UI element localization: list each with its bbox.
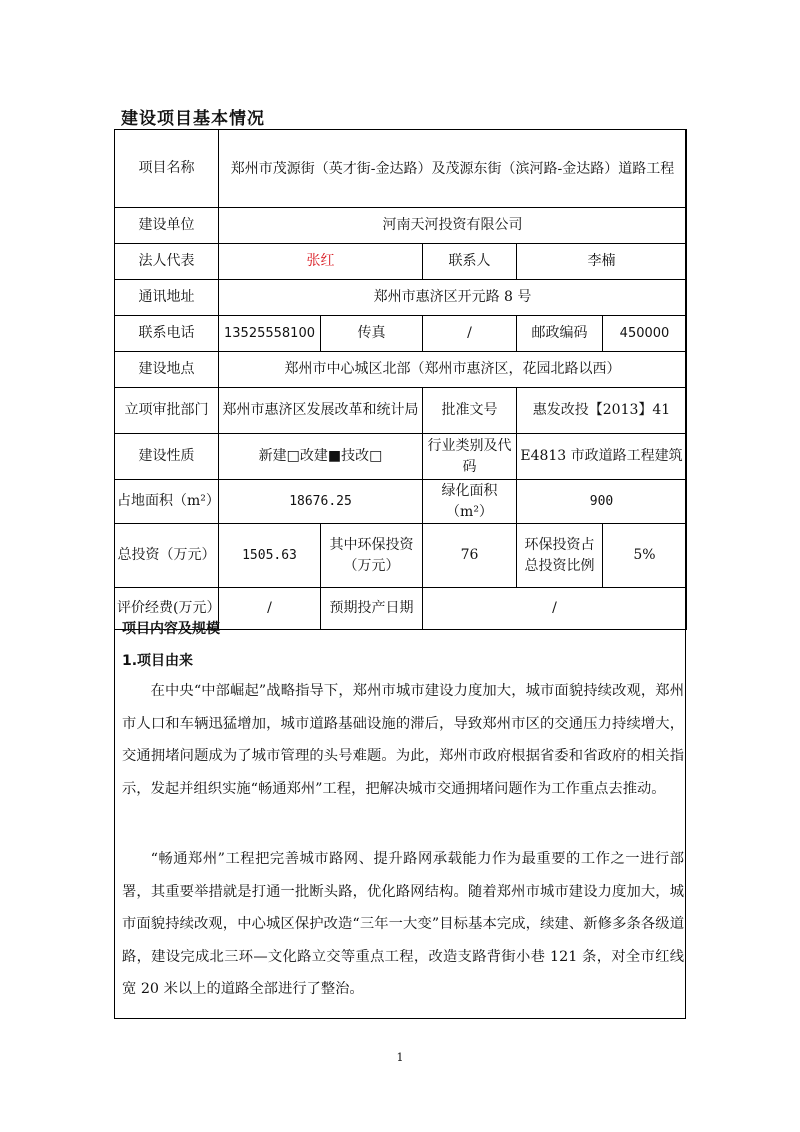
phone-value: 13525558100 [219,316,321,352]
invest-value: 1505.63 [219,524,321,588]
address-label: 通讯地址 [115,280,219,316]
page-number: 1 [396,1051,404,1064]
green-value: 900 [517,480,687,524]
phone-label: 联系电话 [115,316,219,352]
env-invest-label: 其中环保投资（万元） [321,524,423,588]
eval-fee-label: 评价经费(万元） [115,588,219,630]
fax-label: 传真 [321,316,423,352]
green-label: 绿化面积（m²） [423,480,517,524]
industry-value: E4813 市政道路工程建筑 [517,434,687,480]
site-label: 建设地点 [115,352,219,388]
nature-label: 建设性质 [115,434,219,480]
subsection-title: 1.项目由来 [122,653,194,669]
env-ratio-value: 5% [603,524,687,588]
env-invest-value: 76 [423,524,517,588]
project-name-value: 郑州市茂源街（英才街-金达路）及茂源东街（滨河路-金达路）道路工程 [219,130,687,208]
nature-value: 新建□改建■技改□ [219,434,423,480]
industry-label: 行业类别及代码 [423,434,517,480]
contact-value: 李楠 [517,244,687,280]
area-label: 占地面积（m²） [115,480,219,524]
eval-fee-value: / [219,588,321,630]
approval-dept-label: 立项审批部门 [115,388,219,434]
legal-rep-value: 张红 [219,244,423,280]
builder-label: 建设单位 [115,208,219,244]
paragraph-origin-2: “畅通郑州”工程把完善城市路网、提升路网承载能力作为最重要的工作之一进行部署，其重要举措就是打通一批断头路，优化路网结构。随着郑州市城市建设力度加大，城市面貌持续改观，中心城区保护改造“三年一大变”目标基本完成，续建、新修多条各级道路，建设完成北三环—文化路立交等重点工程，改造支路背街小巷 121 条，对全市红线宽 20 米以上的道路全部进行了整治。 [122,851,684,997]
address-value: 郑州市惠济区开元路 8 号 [219,280,687,316]
approval-no-label: 批准文号 [423,388,517,434]
project-info-table [114,129,687,630]
project-name-label: 项目名称 [115,130,219,208]
page-title: 建设项目基本情况 [121,109,265,129]
postcode-value: 450000 [603,316,687,352]
legal-rep-label: 法人代表 [115,244,219,280]
paragraph-origin-1: 在中央“中部崛起”战略指导下，郑州市城市建设力度加大，城市面貌持续改观，郑州市人口和车辆迅猛增加，城市道路基础设施的滞后，导致郑州市区的交通压力持续增大，交通拥堵问题成为了城市管理的头号难题。为此，郑州市政府根据省委和省政府的相关指示，发起并组织实施“畅通郑州”工程，把解决城市交通拥堵问题作为工作重点去推动。 [122,683,684,797]
area-value: 18676.25 [219,480,423,524]
section-title: 项目内容及规模 [122,621,220,637]
prod-date-label: 预期投产日期 [321,588,423,630]
prod-date-value: / [423,588,687,630]
postcode-label: 邮政编码 [517,316,603,352]
approval-dept-value: 郑州市惠济区发展改革和统计局 [219,388,423,434]
builder-value: 河南天河投资有限公司 [219,208,687,244]
approval-no-value: 惠发改投【2013】41 [517,388,687,434]
fax-value: / [423,316,517,352]
contact-label: 联系人 [423,244,517,280]
site-value: 郑州市中心城区北部（郑州市惠济区，花园北路以西） [219,352,687,388]
invest-label: 总投资（万元） [115,524,219,588]
env-ratio-label: 环保投资占总投资比例 [517,524,603,588]
